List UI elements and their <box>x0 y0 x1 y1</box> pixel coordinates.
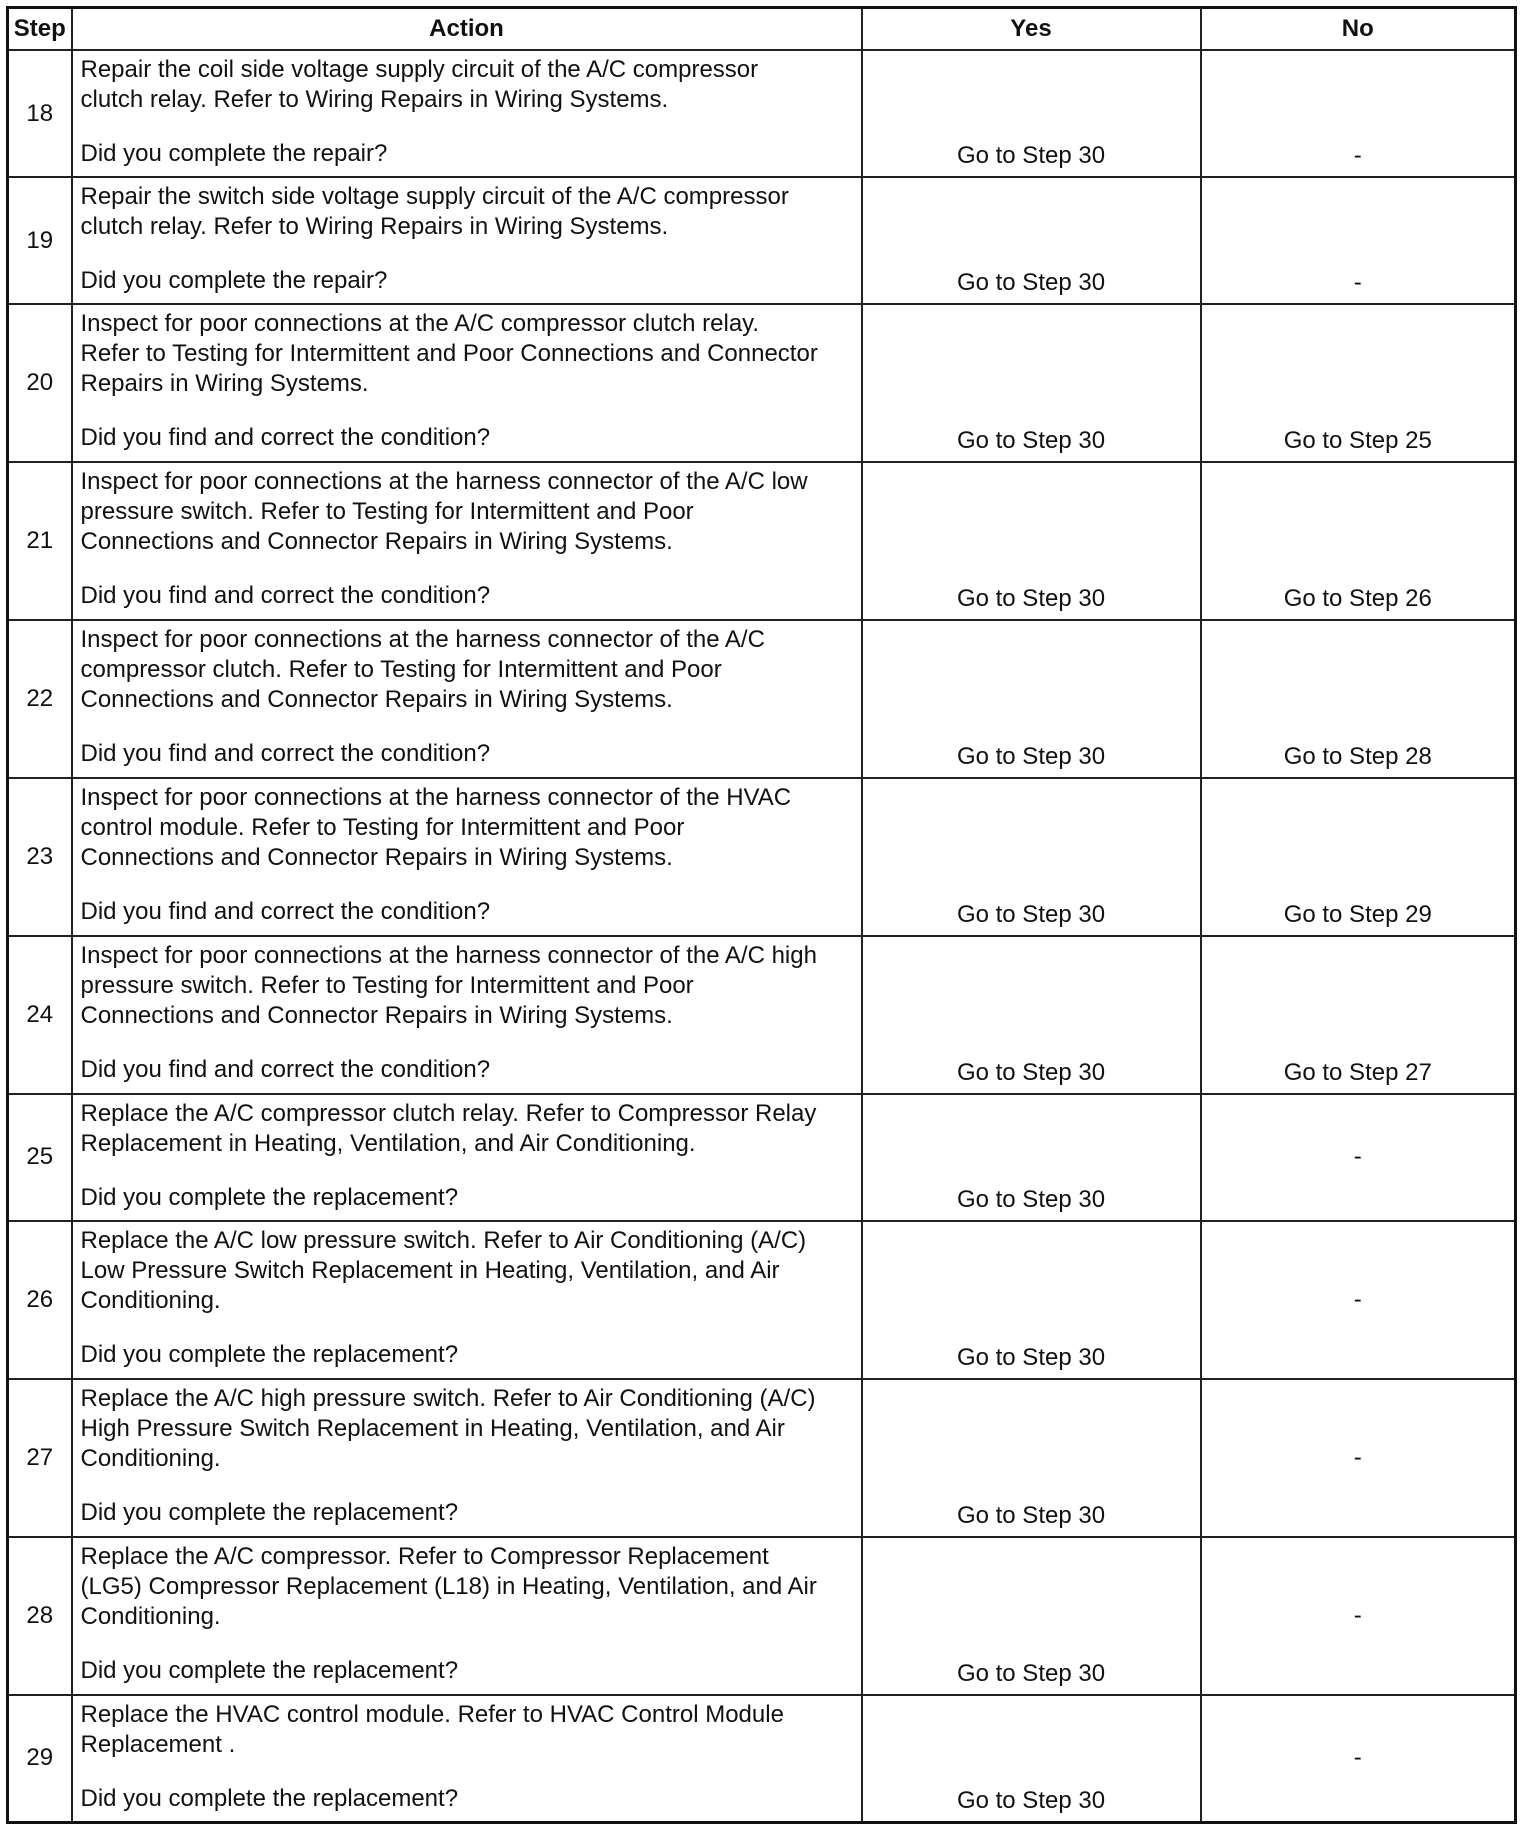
action-question: Did you complete the replacement? <box>80 1341 459 1368</box>
yes-result: Go to Step 30 <box>862 462 1201 620</box>
action-line: clutch relay. Refer to Wiring Repairs in Wiring Systems. <box>80 86 669 113</box>
action-cell <box>72 1695 862 1823</box>
action-text <box>81 178 855 242</box>
action-line: Repairs in Wiring Systems. <box>80 370 369 398</box>
action-cell <box>72 177 862 304</box>
table-row <box>8 1537 1516 1695</box>
action-text <box>81 779 855 873</box>
action-question: Did you complete the repair? <box>80 140 388 167</box>
no-result: Go to Step 27 <box>1201 936 1516 1094</box>
action-line: Replace the HVAC control module. Refer to HVAC Control Module <box>80 1700 784 1728</box>
table-row <box>8 620 1516 778</box>
action-line: Refer to Testing for Intermittent and Poor Connections and Connector <box>80 340 818 368</box>
table-row <box>8 50 1516 177</box>
action-text <box>81 1696 855 1760</box>
action-cell <box>72 1221 862 1379</box>
action-line: Replace the A/C compressor. Refer to Compressor Replacement <box>80 1542 769 1570</box>
action-question: Did you complete the repair? <box>80 267 388 295</box>
header-step: Step <box>8 8 72 51</box>
no-result: Go to Step 28 <box>1201 620 1516 778</box>
yes-result: Go to Step 30 <box>862 778 1201 936</box>
action-text <box>81 51 855 115</box>
no-result: Go to Step 26 <box>1201 462 1516 620</box>
action-text <box>81 305 855 399</box>
no-result: - <box>1201 1537 1516 1695</box>
action-line: Low Pressure Switch Replacement in Heating, Ventilation, and Air <box>80 1257 780 1284</box>
no-result: - <box>1201 1379 1516 1537</box>
action-line: Inspect for poor connections at the harness connector of the A/C <box>80 626 765 654</box>
action-line: control module. Refer to Testing for Intermittent and Poor <box>80 814 685 842</box>
action-line: (LG5) Compressor Replacement (L18) in Heating, Ventilation, and Air <box>80 1572 817 1600</box>
action-line: Replacement in Heating, Ventilation, and Air Conditioning. <box>80 1129 696 1157</box>
action-text <box>81 463 855 557</box>
step-number: 28 <box>8 1537 72 1695</box>
action-text <box>81 1222 855 1316</box>
action-cell <box>72 778 862 936</box>
action-question: Did you find and correct the condition? <box>80 424 491 452</box>
header-row <box>8 8 1516 51</box>
step-number: 23 <box>8 778 72 936</box>
action-cell <box>72 620 862 778</box>
no-result: - <box>1201 1094 1516 1221</box>
action-line: Conditioning. <box>80 1444 221 1472</box>
action-cell <box>72 936 862 1094</box>
action-text <box>81 621 855 715</box>
action-question: Did you complete the replacement? <box>80 1784 459 1812</box>
action-question: Did you find and correct the condition? <box>80 898 491 926</box>
action-question: Did you complete the replacement? <box>80 1498 459 1526</box>
yes-result: Go to Step 30 <box>862 1537 1201 1695</box>
yes-result: Go to Step 30 <box>862 1379 1201 1537</box>
no-result: - <box>1201 1695 1516 1823</box>
action-line: Inspect for poor connections at the harness connector of the A/C high <box>80 941 817 969</box>
action-line: Connections and Connector Repairs in Wiring Systems. <box>80 686 673 714</box>
table-row <box>8 1695 1516 1823</box>
step-number: 24 <box>8 936 72 1094</box>
action-cell <box>72 304 862 462</box>
action-line: Replace the A/C compressor clutch relay. Refer to Compressor Relay <box>80 1099 817 1127</box>
step-number: 27 <box>8 1379 72 1537</box>
yes-result: Go to Step 30 <box>862 177 1201 304</box>
table-row <box>8 1221 1516 1379</box>
action-line: Inspect for poor connections at the A/C compressor clutch relay. <box>80 310 760 338</box>
step-number: 25 <box>8 1094 72 1221</box>
action-cell <box>72 1379 862 1537</box>
yes-result: Go to Step 30 <box>862 304 1201 462</box>
table-row <box>8 1094 1516 1221</box>
no-result: Go to Step 25 <box>1201 304 1516 462</box>
diagnostic-table <box>6 6 1517 1824</box>
no-result: Go to Step 29 <box>1201 778 1516 936</box>
table-row <box>8 778 1516 936</box>
action-question: Did you find and correct the condition? <box>80 582 491 610</box>
step-number: 22 <box>8 620 72 778</box>
action-line: Connections and Connector Repairs in Wiring Systems. <box>80 844 673 872</box>
action-text <box>81 937 855 1031</box>
action-line: High Pressure Switch Replacement in Heating, Ventilation, and Air <box>80 1414 785 1442</box>
action-line: Replace the A/C high pressure switch. Refer to Air Conditioning (A/C) <box>80 1384 816 1412</box>
yes-result: Go to Step 30 <box>862 1221 1201 1379</box>
header-no: No <box>1201 8 1516 51</box>
step-number: 20 <box>8 304 72 462</box>
action-line: pressure switch. Refer to Testing for Intermittent and Poor <box>80 498 694 526</box>
action-line: Repair the switch side voltage supply circuit of the A/C compressor <box>80 183 789 211</box>
action-text <box>81 1380 855 1474</box>
action-line: clutch relay. Refer to Wiring Repairs in Wiring Systems. <box>80 213 669 241</box>
action-question: Did you find and correct the condition? <box>80 1055 491 1083</box>
action-line: Connections and Connector Repairs in Wiring Systems. <box>80 1001 673 1029</box>
action-cell <box>72 50 862 177</box>
action-question: Did you find and correct the condition? <box>80 740 491 768</box>
table-row <box>8 304 1516 462</box>
action-text <box>81 1538 855 1632</box>
action-line: Replace the A/C low pressure switch. Refer to Air Conditioning (A/C) <box>80 1227 807 1254</box>
table-row <box>8 462 1516 620</box>
action-line: pressure switch. Refer to Testing for Intermittent and Poor <box>80 971 694 999</box>
yes-result: Go to Step 30 <box>862 50 1201 177</box>
header-yes: Yes <box>862 8 1201 51</box>
action-question: Did you complete the replacement? <box>80 1183 459 1211</box>
yes-result: Go to Step 30 <box>862 936 1201 1094</box>
action-cell <box>72 1094 862 1221</box>
step-number: 29 <box>8 1695 72 1823</box>
yes-result: Go to Step 30 <box>862 620 1201 778</box>
action-question: Did you complete the replacement? <box>80 1656 459 1684</box>
table-row <box>8 177 1516 304</box>
table-wrapper <box>6 6 1514 1824</box>
yes-result: Go to Step 30 <box>862 1695 1201 1823</box>
no-result: - <box>1201 50 1516 177</box>
step-number: 18 <box>8 50 72 177</box>
table-row <box>8 936 1516 1094</box>
action-cell <box>72 462 862 620</box>
action-line: Conditioning. <box>80 1287 221 1314</box>
action-line: Connections and Connector Repairs in Wiring Systems. <box>80 528 673 556</box>
no-result: - <box>1201 177 1516 304</box>
step-number: 26 <box>8 1221 72 1379</box>
action-line: Inspect for poor connections at the harness connector of the HVAC <box>80 784 792 812</box>
table-row <box>8 1379 1516 1537</box>
step-number: 19 <box>8 177 72 304</box>
yes-result: Go to Step 30 <box>862 1094 1201 1221</box>
step-number: 21 <box>8 462 72 620</box>
action-line: Inspect for poor connections at the harness connector of the A/C low <box>80 468 808 496</box>
action-line: Repair the coil side voltage supply circuit of the A/C compressor <box>80 56 759 83</box>
action-text <box>81 1095 855 1159</box>
header-action: Action <box>72 8 862 51</box>
action-line: Conditioning. <box>80 1602 221 1630</box>
action-line: Replacement . <box>80 1730 236 1758</box>
action-cell <box>72 1537 862 1695</box>
action-line: compressor clutch. Refer to Testing for Intermittent and Poor <box>80 656 722 684</box>
no-result: - <box>1201 1221 1516 1379</box>
